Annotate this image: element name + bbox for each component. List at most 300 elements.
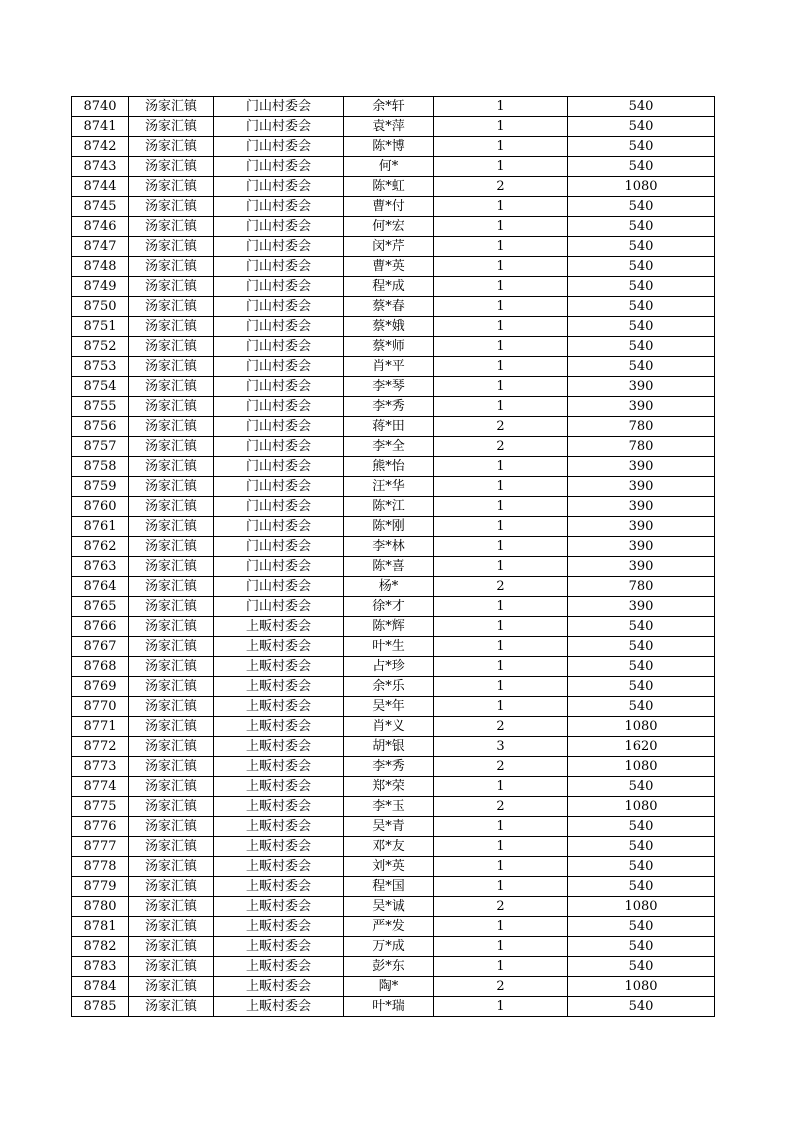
name-cell: 陈*刚 — [344, 517, 434, 537]
village-cell: 上畈村委会 — [214, 697, 344, 717]
amount-cell: 540 — [568, 137, 715, 157]
serial-cell: 8742 — [72, 137, 129, 157]
table-body — [72, 97, 715, 1017]
count-cell: 1 — [434, 197, 568, 217]
serial-cell: 8778 — [72, 857, 129, 877]
amount-cell: 540 — [568, 257, 715, 277]
village-cell: 门山村委会 — [214, 537, 344, 557]
amount-cell: 540 — [568, 357, 715, 377]
count-cell: 1 — [434, 597, 568, 617]
table-row — [72, 357, 715, 377]
town-cell: 汤家汇镇 — [129, 517, 214, 537]
village-cell: 门山村委会 — [214, 517, 344, 537]
table-row — [72, 417, 715, 437]
count-cell: 2 — [434, 417, 568, 437]
serial-cell: 8780 — [72, 897, 129, 917]
amount-cell: 1080 — [568, 177, 715, 197]
serial-cell: 8767 — [72, 637, 129, 657]
serial-cell: 8768 — [72, 657, 129, 677]
table-row — [72, 137, 715, 157]
town-cell: 汤家汇镇 — [129, 797, 214, 817]
name-cell: 吴*诚 — [344, 897, 434, 917]
town-cell: 汤家汇镇 — [129, 277, 214, 297]
serial-cell: 8760 — [72, 497, 129, 517]
town-cell: 汤家汇镇 — [129, 697, 214, 717]
village-cell: 门山村委会 — [214, 197, 344, 217]
serial-cell: 8769 — [72, 677, 129, 697]
amount-cell: 390 — [568, 557, 715, 577]
amount-cell: 540 — [568, 937, 715, 957]
serial-cell: 8782 — [72, 937, 129, 957]
serial-cell: 8745 — [72, 197, 129, 217]
village-cell: 门山村委会 — [214, 297, 344, 317]
village-cell: 上畈村委会 — [214, 997, 344, 1017]
town-cell: 汤家汇镇 — [129, 377, 214, 397]
table-row — [72, 297, 715, 317]
name-cell: 吴*年 — [344, 697, 434, 717]
village-cell: 门山村委会 — [214, 497, 344, 517]
table-row — [72, 197, 715, 217]
count-cell: 1 — [434, 97, 568, 117]
table-row — [72, 557, 715, 577]
amount-cell: 540 — [568, 677, 715, 697]
name-cell: 闵*芹 — [344, 237, 434, 257]
count-cell: 2 — [434, 897, 568, 917]
count-cell: 2 — [434, 437, 568, 457]
amount-cell: 540 — [568, 997, 715, 1017]
village-cell: 上畈村委会 — [214, 657, 344, 677]
town-cell: 汤家汇镇 — [129, 657, 214, 677]
amount-cell: 1080 — [568, 797, 715, 817]
town-cell: 汤家汇镇 — [129, 97, 214, 117]
village-cell: 上畈村委会 — [214, 617, 344, 637]
count-cell: 1 — [434, 377, 568, 397]
town-cell: 汤家汇镇 — [129, 217, 214, 237]
table-row — [72, 457, 715, 477]
name-cell: 占*珍 — [344, 657, 434, 677]
name-cell: 杨* — [344, 577, 434, 597]
table-row — [72, 857, 715, 877]
name-cell: 余*轩 — [344, 97, 434, 117]
village-cell: 门山村委会 — [214, 117, 344, 137]
serial-cell: 8781 — [72, 917, 129, 937]
village-cell: 门山村委会 — [214, 317, 344, 337]
count-cell: 1 — [434, 157, 568, 177]
village-cell: 门山村委会 — [214, 137, 344, 157]
table-row — [72, 657, 715, 677]
amount-cell: 390 — [568, 477, 715, 497]
count-cell: 1 — [434, 537, 568, 557]
serial-cell: 8762 — [72, 537, 129, 557]
town-cell: 汤家汇镇 — [129, 157, 214, 177]
village-cell: 上畈村委会 — [214, 877, 344, 897]
village-cell: 上畈村委会 — [214, 897, 344, 917]
amount-cell: 1080 — [568, 897, 715, 917]
amount-cell: 540 — [568, 857, 715, 877]
town-cell: 汤家汇镇 — [129, 877, 214, 897]
village-cell: 门山村委会 — [214, 417, 344, 437]
amount-cell: 540 — [568, 217, 715, 237]
village-cell: 门山村委会 — [214, 597, 344, 617]
table-row — [72, 317, 715, 337]
name-cell: 李*秀 — [344, 397, 434, 417]
count-cell: 1 — [434, 837, 568, 857]
town-cell: 汤家汇镇 — [129, 917, 214, 937]
name-cell: 陈*江 — [344, 497, 434, 517]
amount-cell: 390 — [568, 377, 715, 397]
count-cell: 1 — [434, 617, 568, 637]
name-cell: 熊*怡 — [344, 457, 434, 477]
table-row — [72, 757, 715, 777]
table-row — [72, 397, 715, 417]
table-row — [72, 917, 715, 937]
serial-cell: 8770 — [72, 697, 129, 717]
name-cell: 李*琴 — [344, 377, 434, 397]
table-row — [72, 617, 715, 637]
serial-cell: 8750 — [72, 297, 129, 317]
amount-cell: 540 — [568, 97, 715, 117]
name-cell: 何*宏 — [344, 217, 434, 237]
serial-cell: 8752 — [72, 337, 129, 357]
village-cell: 门山村委会 — [214, 177, 344, 197]
count-cell: 1 — [434, 397, 568, 417]
serial-cell: 8756 — [72, 417, 129, 437]
village-cell: 上畈村委会 — [214, 817, 344, 837]
amount-cell: 540 — [568, 697, 715, 717]
name-cell: 陶* — [344, 977, 434, 997]
town-cell: 汤家汇镇 — [129, 597, 214, 617]
amount-cell: 540 — [568, 837, 715, 857]
village-cell: 门山村委会 — [214, 157, 344, 177]
serial-cell: 8757 — [72, 437, 129, 457]
serial-cell: 8779 — [72, 877, 129, 897]
town-cell: 汤家汇镇 — [129, 777, 214, 797]
town-cell: 汤家汇镇 — [129, 197, 214, 217]
amount-cell: 540 — [568, 157, 715, 177]
town-cell: 汤家汇镇 — [129, 997, 214, 1017]
table-row — [72, 177, 715, 197]
town-cell: 汤家汇镇 — [129, 477, 214, 497]
name-cell: 邓*友 — [344, 837, 434, 857]
town-cell: 汤家汇镇 — [129, 957, 214, 977]
table-row — [72, 977, 715, 997]
table-row — [72, 537, 715, 557]
village-cell: 门山村委会 — [214, 357, 344, 377]
table-row — [72, 277, 715, 297]
amount-cell: 540 — [568, 277, 715, 297]
amount-cell: 390 — [568, 457, 715, 477]
amount-cell: 540 — [568, 957, 715, 977]
amount-cell: 540 — [568, 237, 715, 257]
count-cell: 3 — [434, 737, 568, 757]
count-cell: 1 — [434, 857, 568, 877]
count-cell: 1 — [434, 937, 568, 957]
count-cell: 1 — [434, 117, 568, 137]
serial-cell: 8766 — [72, 617, 129, 637]
count-cell: 2 — [434, 577, 568, 597]
town-cell: 汤家汇镇 — [129, 757, 214, 777]
village-cell: 门山村委会 — [214, 237, 344, 257]
table-row — [72, 897, 715, 917]
table-row — [72, 257, 715, 277]
amount-cell: 540 — [568, 637, 715, 657]
name-cell: 吴*青 — [344, 817, 434, 837]
serial-cell: 8763 — [72, 557, 129, 577]
village-cell: 上畈村委会 — [214, 717, 344, 737]
table-row — [72, 337, 715, 357]
count-cell: 1 — [434, 957, 568, 977]
town-cell: 汤家汇镇 — [129, 177, 214, 197]
serial-cell: 8740 — [72, 97, 129, 117]
village-cell: 上畈村委会 — [214, 737, 344, 757]
serial-cell: 8743 — [72, 157, 129, 177]
village-cell: 门山村委会 — [214, 217, 344, 237]
table-row — [72, 237, 715, 257]
serial-cell: 8777 — [72, 837, 129, 857]
town-cell: 汤家汇镇 — [129, 397, 214, 417]
count-cell: 1 — [434, 657, 568, 677]
serial-cell: 8771 — [72, 717, 129, 737]
count-cell: 1 — [434, 277, 568, 297]
table-row — [72, 697, 715, 717]
count-cell: 1 — [434, 217, 568, 237]
table-row — [72, 97, 715, 117]
village-cell: 门山村委会 — [214, 457, 344, 477]
table-row — [72, 817, 715, 837]
town-cell: 汤家汇镇 — [129, 437, 214, 457]
count-cell: 1 — [434, 137, 568, 157]
table-row — [72, 477, 715, 497]
count-cell: 1 — [434, 297, 568, 317]
serial-cell: 8774 — [72, 777, 129, 797]
count-cell: 1 — [434, 257, 568, 277]
town-cell: 汤家汇镇 — [129, 977, 214, 997]
table-row — [72, 837, 715, 857]
count-cell: 1 — [434, 477, 568, 497]
count-cell: 1 — [434, 517, 568, 537]
table-row — [72, 217, 715, 237]
serial-cell: 8755 — [72, 397, 129, 417]
count-cell: 2 — [434, 177, 568, 197]
town-cell: 汤家汇镇 — [129, 237, 214, 257]
name-cell: 何* — [344, 157, 434, 177]
table-row — [72, 777, 715, 797]
amount-cell: 1080 — [568, 757, 715, 777]
village-cell: 门山村委会 — [214, 377, 344, 397]
name-cell: 李*林 — [344, 537, 434, 557]
count-cell: 1 — [434, 997, 568, 1017]
amount-cell: 390 — [568, 497, 715, 517]
amount-cell: 390 — [568, 597, 715, 617]
amount-cell: 1620 — [568, 737, 715, 757]
name-cell: 陈*虹 — [344, 177, 434, 197]
name-cell: 蔡*春 — [344, 297, 434, 317]
village-cell: 门山村委会 — [214, 557, 344, 577]
count-cell: 1 — [434, 637, 568, 657]
name-cell: 李*全 — [344, 437, 434, 457]
serial-cell: 8751 — [72, 317, 129, 337]
serial-cell: 8748 — [72, 257, 129, 277]
town-cell: 汤家汇镇 — [129, 557, 214, 577]
amount-cell: 540 — [568, 117, 715, 137]
table-row — [72, 797, 715, 817]
town-cell: 汤家汇镇 — [129, 337, 214, 357]
table-row — [72, 997, 715, 1017]
amount-cell: 540 — [568, 877, 715, 897]
serial-cell: 8772 — [72, 737, 129, 757]
table-row — [72, 937, 715, 957]
village-cell: 门山村委会 — [214, 477, 344, 497]
town-cell: 汤家汇镇 — [129, 497, 214, 517]
town-cell: 汤家汇镇 — [129, 637, 214, 657]
count-cell: 1 — [434, 777, 568, 797]
amount-cell: 540 — [568, 917, 715, 937]
count-cell: 2 — [434, 757, 568, 777]
village-cell: 上畈村委会 — [214, 677, 344, 697]
name-cell: 李*秀 — [344, 757, 434, 777]
name-cell: 蔡*娥 — [344, 317, 434, 337]
amount-cell: 780 — [568, 577, 715, 597]
village-cell: 上畈村委会 — [214, 937, 344, 957]
name-cell: 徐*才 — [344, 597, 434, 617]
name-cell: 蒋*田 — [344, 417, 434, 437]
amount-cell: 540 — [568, 317, 715, 337]
town-cell: 汤家汇镇 — [129, 317, 214, 337]
name-cell: 陈*喜 — [344, 557, 434, 577]
town-cell: 汤家汇镇 — [129, 257, 214, 277]
name-cell: 胡*银 — [344, 737, 434, 757]
serial-cell: 8753 — [72, 357, 129, 377]
count-cell: 1 — [434, 917, 568, 937]
serial-cell: 8783 — [72, 957, 129, 977]
town-cell: 汤家汇镇 — [129, 937, 214, 957]
serial-cell: 8747 — [72, 237, 129, 257]
name-cell: 刘*英 — [344, 857, 434, 877]
count-cell: 1 — [434, 557, 568, 577]
count-cell: 1 — [434, 337, 568, 357]
table-row — [72, 577, 715, 597]
name-cell: 余*乐 — [344, 677, 434, 697]
name-cell: 万*成 — [344, 937, 434, 957]
table-row — [72, 497, 715, 517]
town-cell: 汤家汇镇 — [129, 677, 214, 697]
village-cell: 上畈村委会 — [214, 957, 344, 977]
data-table — [71, 96, 715, 1017]
name-cell: 肖*义 — [344, 717, 434, 737]
town-cell: 汤家汇镇 — [129, 357, 214, 377]
town-cell: 汤家汇镇 — [129, 137, 214, 157]
serial-cell: 8744 — [72, 177, 129, 197]
amount-cell: 540 — [568, 337, 715, 357]
count-cell: 1 — [434, 877, 568, 897]
name-cell: 程*国 — [344, 877, 434, 897]
name-cell: 曹*付 — [344, 197, 434, 217]
serial-cell: 8785 — [72, 997, 129, 1017]
village-cell: 上畈村委会 — [214, 637, 344, 657]
village-cell: 上畈村委会 — [214, 837, 344, 857]
name-cell: 陈*博 — [344, 137, 434, 157]
table-row — [72, 157, 715, 177]
serial-cell: 8741 — [72, 117, 129, 137]
table-row — [72, 637, 715, 657]
village-cell: 上畈村委会 — [214, 757, 344, 777]
count-cell: 2 — [434, 717, 568, 737]
amount-cell: 1080 — [568, 977, 715, 997]
serial-cell: 8784 — [72, 977, 129, 997]
town-cell: 汤家汇镇 — [129, 837, 214, 857]
village-cell: 上畈村委会 — [214, 977, 344, 997]
amount-cell: 780 — [568, 437, 715, 457]
village-cell: 门山村委会 — [214, 397, 344, 417]
amount-cell: 540 — [568, 817, 715, 837]
serial-cell: 8754 — [72, 377, 129, 397]
serial-cell: 8749 — [72, 277, 129, 297]
count-cell: 2 — [434, 977, 568, 997]
table-row — [72, 677, 715, 697]
village-cell: 上畈村委会 — [214, 777, 344, 797]
name-cell: 程*成 — [344, 277, 434, 297]
serial-cell: 8765 — [72, 597, 129, 617]
serial-cell: 8761 — [72, 517, 129, 537]
name-cell: 肖*平 — [344, 357, 434, 377]
town-cell: 汤家汇镇 — [129, 857, 214, 877]
count-cell: 1 — [434, 237, 568, 257]
count-cell: 1 — [434, 697, 568, 717]
table-row — [72, 517, 715, 537]
name-cell: 蔡*师 — [344, 337, 434, 357]
town-cell: 汤家汇镇 — [129, 897, 214, 917]
count-cell: 1 — [434, 497, 568, 517]
amount-cell: 390 — [568, 517, 715, 537]
town-cell: 汤家汇镇 — [129, 717, 214, 737]
town-cell: 汤家汇镇 — [129, 457, 214, 477]
village-cell: 门山村委会 — [214, 337, 344, 357]
name-cell: 叶*瑞 — [344, 997, 434, 1017]
serial-cell: 8773 — [72, 757, 129, 777]
town-cell: 汤家汇镇 — [129, 817, 214, 837]
village-cell: 门山村委会 — [214, 97, 344, 117]
village-cell: 门山村委会 — [214, 277, 344, 297]
table-row — [72, 597, 715, 617]
village-cell: 上畈村委会 — [214, 797, 344, 817]
town-cell: 汤家汇镇 — [129, 577, 214, 597]
amount-cell: 540 — [568, 297, 715, 317]
village-cell: 上畈村委会 — [214, 917, 344, 937]
count-cell: 1 — [434, 457, 568, 477]
name-cell: 汪*华 — [344, 477, 434, 497]
serial-cell: 8758 — [72, 457, 129, 477]
town-cell: 汤家汇镇 — [129, 417, 214, 437]
name-cell: 李*玉 — [344, 797, 434, 817]
name-cell: 袁*萍 — [344, 117, 434, 137]
serial-cell: 8759 — [72, 477, 129, 497]
name-cell: 曹*英 — [344, 257, 434, 277]
table-row — [72, 957, 715, 977]
village-cell: 门山村委会 — [214, 437, 344, 457]
name-cell: 叶*生 — [344, 637, 434, 657]
amount-cell: 540 — [568, 617, 715, 637]
town-cell: 汤家汇镇 — [129, 297, 214, 317]
name-cell: 郑*荣 — [344, 777, 434, 797]
village-cell: 门山村委会 — [214, 257, 344, 277]
serial-cell: 8775 — [72, 797, 129, 817]
table-row — [72, 717, 715, 737]
town-cell: 汤家汇镇 — [129, 617, 214, 637]
name-cell: 彭*东 — [344, 957, 434, 977]
village-cell: 上畈村委会 — [214, 857, 344, 877]
count-cell: 1 — [434, 357, 568, 377]
town-cell: 汤家汇镇 — [129, 737, 214, 757]
